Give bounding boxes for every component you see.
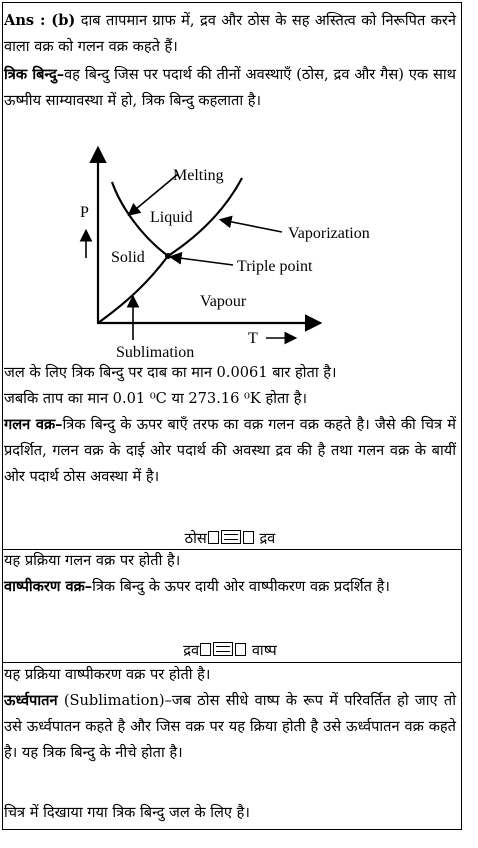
triple-point-label: Triple point	[237, 258, 313, 275]
vaporization-curve-term: वाष्पीकरण वक्र–	[4, 578, 93, 595]
answer-label: Ans : (b)	[4, 12, 76, 29]
equation-left: द्रव	[183, 642, 200, 659]
vaporization-process-line: यह प्रक्रिया वाष्पीकरण वक्र पर होती है।	[4, 666, 211, 683]
equilibrium-box-icon	[243, 531, 254, 544]
equilibrium-box-icon	[200, 643, 211, 656]
melting-curve-text: त्रिक बिन्दु के ऊपर बाएँ तरफ का वक्र गलन वक्र कहते है। जैसे की चित्र में प्रदर्शित, गलन वक्र के दाई ओर पदार्थ की अवस्था द्रव की है तथा गलन वक्र के बायीं ओर पदार्थ ठोस अवस्था में है।	[4, 416, 456, 485]
equilibrium-box-icon	[235, 643, 246, 656]
melting-curve-term: गलन वक्र–	[4, 416, 63, 433]
answer-paragraph	[4, 8, 456, 60]
melting-pointer	[130, 174, 178, 214]
vaporization-curve-paragraph	[4, 574, 456, 600]
vapour-label: Vapour	[200, 293, 247, 310]
t-axis-label: T	[248, 330, 258, 347]
sublimation-label: Sublimation	[116, 344, 195, 361]
water-pressure-line: जल के लिए त्रिक बिन्दु पर दाब का मान 0.0061 बार होता है।	[4, 364, 337, 381]
equilibrium-arrows-icon	[221, 530, 241, 544]
vaporization-pointer	[222, 220, 282, 232]
triple-point-marker	[165, 253, 171, 259]
melting-curve-paragraph	[4, 412, 456, 490]
answer-text: दाब तापमान ग्राफ में, द्रव और ठोस के सह अस्तित्व को निरूपित करने वाला वक्र को गलन वक्र कहते हैं।	[4, 12, 456, 55]
diagram-note-line: चित्र में दिखाया गया त्रिक बिन्दु जल के लिए है।	[4, 804, 250, 821]
melting-process-line: यह प्रक्रिया गलन वक्र पर होती है।	[4, 552, 181, 569]
liquid-vapour-equation	[4, 638, 456, 664]
sublimation-term: ऊर्ध्वपातन	[4, 692, 58, 709]
solid-label: Solid	[111, 249, 145, 266]
triple-point-term: त्रिक बिन्दु–	[4, 66, 65, 83]
equation-right: द्रव	[259, 530, 276, 547]
triple-point-paragraph	[4, 62, 456, 114]
triple-point-text: वह बिन्दु जिस पर पदार्थ की तीनों अवस्थाएँ (ठोस, द्रव और गैस) एक साथ ऊष्मीय साम्यावस्था में हो, त्रिक बिन्दु कहलाता है।	[4, 66, 456, 109]
sublimation-text: –जब ठोस सीधे वाष्प के रूप में परिवर्तित हो जाए तो उसे ऊर्ध्वपातन कहते है और जिस वक्र पर यह क्रिया होती है उसे ऊर्ध्वपातन वक्र कहते है। यह त्रिक बिन्दु के नीचे होता है।	[4, 692, 456, 761]
p-axis-label: P	[80, 204, 89, 221]
vaporization-curve-text: त्रिक बिन्दु के ऊपर दायी ओर वाष्पीकरण वक्र प्रदर्शित है।	[92, 578, 390, 595]
vaporization-label: Vaporization	[288, 225, 370, 242]
phase-diagram	[60, 140, 370, 365]
sublimation-term-en: (Sublimation)	[57, 692, 165, 709]
equation-left: ठोस	[184, 530, 207, 547]
equation-right: वाष्प	[251, 642, 277, 659]
liquid-label: Liquid	[150, 209, 193, 226]
triple-point-pointer	[172, 257, 233, 265]
equilibrium-arrows-icon	[213, 642, 233, 656]
equilibrium-box-icon	[208, 531, 219, 544]
melting-label: Melting	[173, 167, 224, 184]
sublimation-paragraph	[4, 688, 456, 766]
water-temperature-line: जबकि ताप का मान 0.01 ⁰C या 273.16 ⁰K होता है।	[4, 390, 308, 407]
